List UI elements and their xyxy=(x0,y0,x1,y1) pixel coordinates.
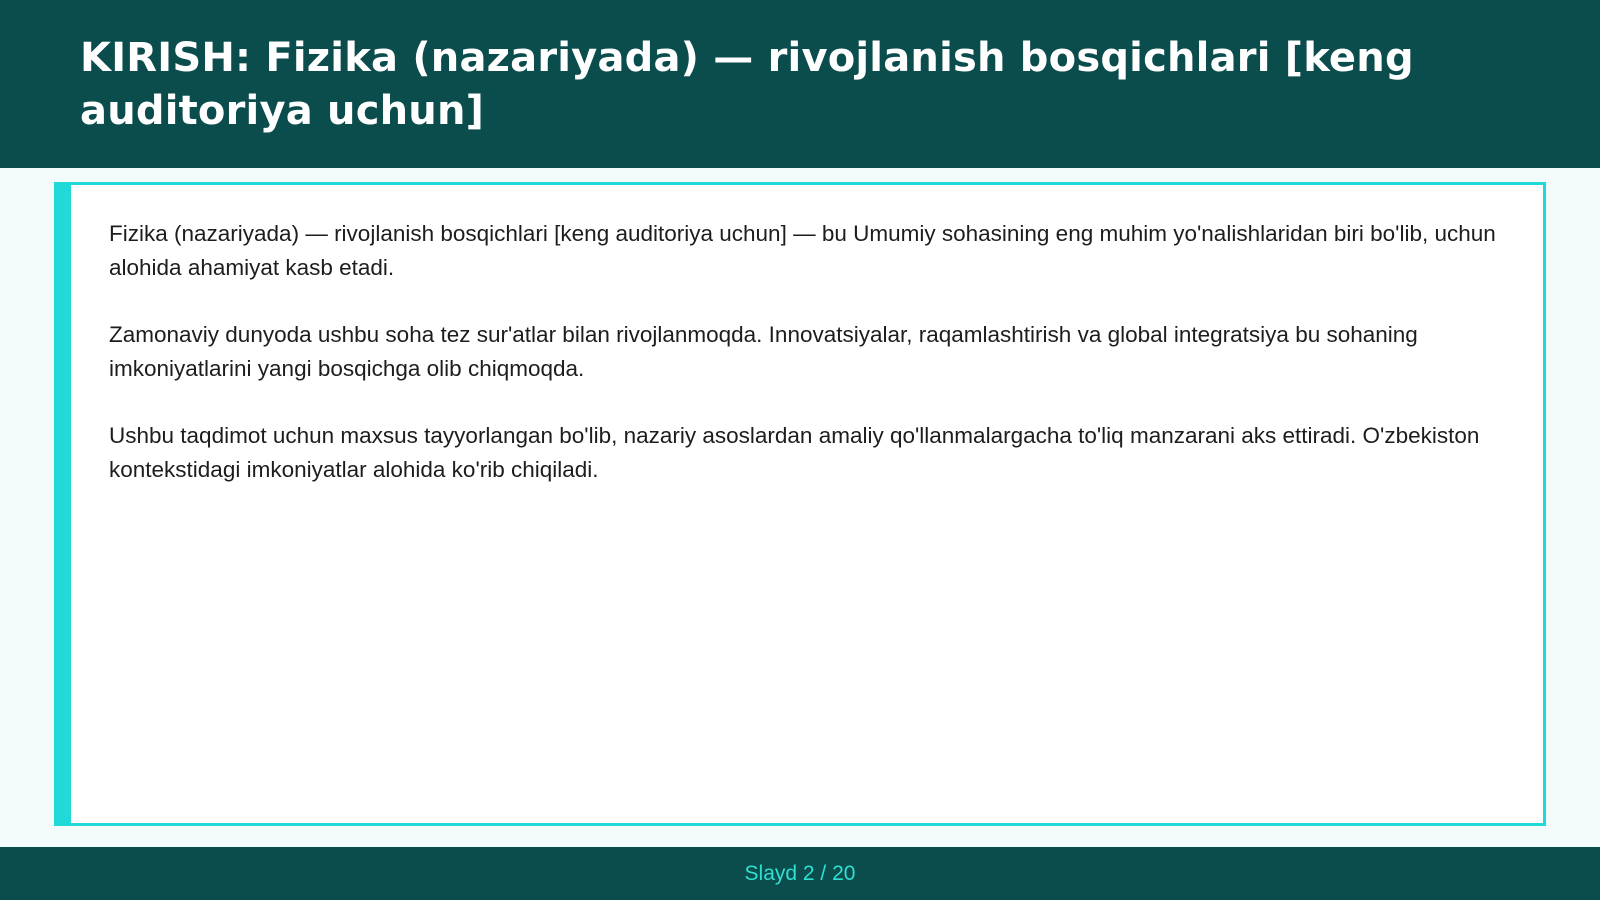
paragraph-presentation-scope: Ushbu taqdimot uchun maxsus tayyorlangan bo'lib, nazariy asoslardan amaliy qo'llanmalargacha to'liq manzarani aks ettiradi. O'zbekiston kontekstidagi imkoniyatlar alohida ko'rib chiqiladi. xyxy=(109,423,1480,482)
content-box xyxy=(54,182,1546,826)
slide-header xyxy=(0,0,1600,168)
paragraph-intro: Fizika (nazariyada) — rivojlanish bosqichlari [keng auditoriya uchun] — bu Umumiy sohasining eng muhim yo'nalishlaridan biri bo'lib, uchun alohida ahamiyat kasb etadi. xyxy=(109,221,1496,280)
slide-footer xyxy=(0,847,1600,900)
slide-title: KIRISH: Fizika (nazariyada) — rivojlanish bosqichlari [keng auditoriya uchun] xyxy=(80,35,1414,134)
slide-number: Slayd 2 / 20 xyxy=(744,862,856,885)
paragraph-modern-world: Zamonaviy dunyoda ushbu soha tez sur'atlar bilan rivojlanmoqda. Innovatsiyalar, raqamlashtirish va global integratsiya bu sohaning imkoniyatlarini yangi bosqichga olib chiqmoqda. xyxy=(109,322,1418,381)
